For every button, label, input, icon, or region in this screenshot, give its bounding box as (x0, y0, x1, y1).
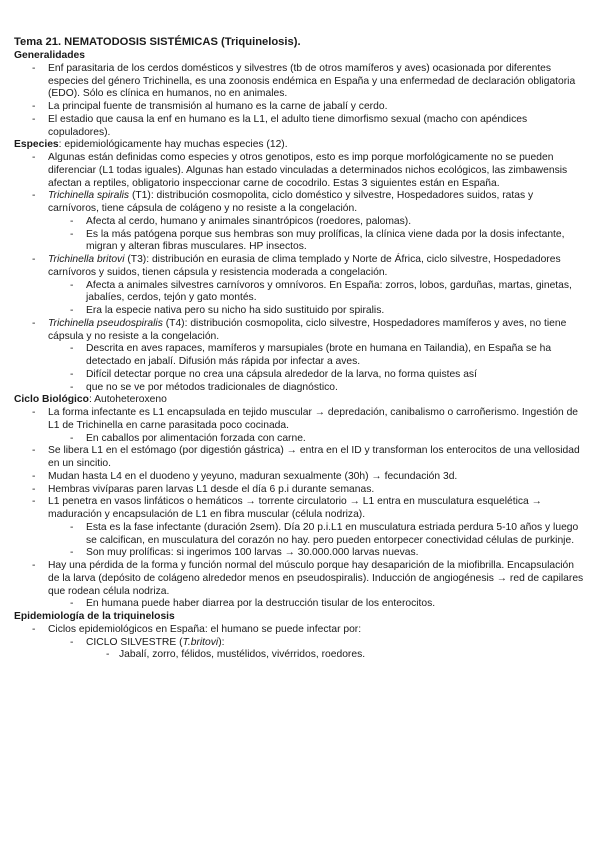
bullet-dash: - (32, 560, 36, 571)
section-especies-intro: Especies: epidemiológicamente hay muchas especies (12). (14, 139, 288, 151)
bullet-dash: - (106, 649, 110, 661)
document-title: Tema 21. NEMATODOSIS SISTÉMICAS (Triquinelosis). (14, 36, 301, 48)
bullet-dash: - (32, 496, 36, 508)
bullet-dash: - (70, 521, 74, 533)
species-name: Trichinella spiralis (48, 190, 130, 202)
bullet-dash: - (32, 254, 36, 265)
list-item: - Hembras vivíparas paren larvas L1 desde el día 6 p.i durante semanas. (32, 483, 375, 495)
bullet-dash: - (70, 343, 74, 355)
species-name: Trichinella britovi (48, 254, 125, 265)
list-item: - El estadio que causa la enf en humano es la L1, el adulto tiene dimorfismo sexual (macho con apéndices copuladores). (32, 113, 528, 138)
bullet-dash: - (70, 279, 74, 291)
bullet-dash: - (70, 228, 74, 240)
bullet-dash: - (70, 636, 74, 648)
bullet-dash: - (70, 547, 74, 559)
sub-list-item: - Afecta a animales silvestres carnívoros y omnívoros. En España: zorros, lobos, garduñas, martas, ginetas, jabalíes, cerdos, tejón y gato montés. (70, 279, 572, 304)
bullet-dash: - (32, 190, 36, 202)
list-item-spiralis: - Trichinella spiralis (T1): distribución cosmopolita, ciclo doméstico y silvestre, Hospedadores suidos, ratas y carnívoros, tiene cápsula de colágeno y no resiste a la congelación. (32, 190, 534, 214)
list-item: - Enf parasitaria de los cerdos domésticos y silvestres (tb de otros mamíferos y aves) ocasionada por diferentes especies del género Trichinella, es una zoonosis endémica en España y una enfermedad de declaración obligatoria (EDO). Sólo es clínica en humanos, no en animales. (32, 62, 576, 100)
bullet-dash: - (32, 62, 36, 74)
list-item: - Algunas están definidas como especies y otros genotipos, esto es imp porque morfológicamente no se pueden diferenciar (L1 todas iguales). Algunas han estado vinculadas a determinados nichos ecológicos, las zimbawensis afectan a reptiles, obligatorio inspeccionar carne de cocodrilo. Estas 3 siguientes están en España. (32, 152, 568, 189)
list-item-pseudospiralis: - Trichinella pseudospiralis (T4): distribución cosmopolita, ciclo silvestre, Hospedadores mamíferos y aves, no tiene cápsula y no resiste a la congelación. (32, 317, 567, 342)
bullet-dash: - (70, 305, 74, 316)
list-item: - L1 penetra en vasos linfáticos o hemáticos → torrente circulatorio → L1 entra en musculatura esquelética → maduración y encapsulación de L1 en fibra muscular (célula nodriza). (32, 496, 542, 520)
sub-list-item: - Descrita en aves rapaces, mamíferos y marsupiales (brote en humana en Tailandia), en España se ha detectado en jabalí. Difusión más rápida por infectar a aves. (70, 343, 552, 367)
bullet-dash: - (70, 381, 74, 393)
list-item-britovi: - Trichinella britovi (T3): distribución en eurasia de clima templado y Norte de África, ciclo silvestre, Hospedadores carnívoros y suidos, tienen cápsula y resistencia moderada a congelación. (32, 254, 561, 278)
list-item: - Se libera L1 en el estómago (por digestión gástrica) → entra en el ID y transforman los enterocitos de una vellosidad en un sincitio. (32, 445, 580, 469)
sub-list-item: - En caballos por alimentación forzada con carne. (70, 432, 306, 444)
bullet-dash: - (32, 445, 36, 457)
bullet-dash: - (70, 368, 74, 380)
list-item: - Ciclos epidemiológicos en España: el humano se puede infectar por: (32, 623, 362, 635)
sub-list-item: - CICLO SILVESTRE (T.britovi): (70, 636, 225, 648)
bullet-dash: - (32, 317, 36, 329)
bullet-dash: - (32, 470, 36, 482)
sub-list-item: - Son muy prolíficas: si ingerimos 100 larvas → 30.000.000 larvas nuevas. (70, 547, 419, 559)
list-item: - La principal fuente de transmisión al humano es la carne de jabalí y cerdo. (32, 101, 388, 112)
list-item: - Mudan hasta L4 en el duodeno y yeyuno, maduran sexualmente (30h) → fecundación 3d. (32, 470, 458, 482)
sub-list-item: - Difícil detectar porque no crea una cápsula alrededor de la larva, no forma quistes así (70, 368, 477, 380)
list-item: - Hay una pérdida de la forma y función normal del músculo porque hay desaparición de la miofibrilla. Encapsulación de la larva (depósito de colágeno alrededor menos en pseudospiralis). Inducción de angiogénesis → red de capilares que rodean célula nodriza. (32, 560, 584, 597)
bullet-dash: - (70, 432, 74, 444)
section-heading-ciclo: Ciclo Biológico (14, 394, 89, 406)
bullet-dash: - (32, 483, 36, 495)
section-heading-generalidades: Generalidades (14, 50, 85, 61)
species-name: Trichinella pseudospiralis (48, 317, 163, 329)
bullet-dash: - (70, 598, 74, 610)
section-heading-especies: Especies (14, 139, 59, 151)
sub-list-item: - Esta es la fase infectante (duración 2sem). Día 20 p.i.L1 en musculatura estriada perdura 5-10 años y luego se calcifican, en musculatura del corazón no hay. pero pueden entorpecer conectividad células de purkinje. (70, 521, 579, 546)
section-ciclo-intro: Ciclo Biológico: Autoheteroxeno (14, 394, 167, 406)
list-item: - La forma infectante es L1 encapsulada en tejido muscular → depredación, canibalismo o carroñerismo. Ingestión de L1 de Trichinella en carne parasitada poco cocinada. (32, 407, 579, 431)
bullet-dash: - (32, 152, 36, 163)
bullet-dash: - (32, 101, 36, 112)
sub-sub-list-item: - Jabalí, zorro, félidos, mustélidos, vivérridos, roedores. (106, 649, 366, 661)
sub-list-item: - Afecta al cerdo, humano y animales sinantrópicos (roedores, palomas). (70, 215, 412, 227)
species-name: T.britovi (182, 636, 219, 648)
sub-list-item: - que no se ve por métodos tradicionales de diagnóstico. (70, 381, 338, 393)
bullet-dash: - (32, 407, 36, 418)
sub-list-item: - En humana puede haber diarrea por la destrucción tisular de los enterocitos. (70, 598, 436, 610)
section-heading-epidemiologia: Epidemiología de la triquinelosis (14, 611, 175, 622)
bullet-dash: - (32, 113, 36, 125)
bullet-dash: - (32, 623, 36, 635)
sub-list-item: - Es la más patógena porque sus hembras son muy prolíficas, la clínica viene dada por la dosis infectante, migran y alteran fibras musculares. HP insectos. (70, 228, 565, 253)
bullet-dash: - (70, 215, 74, 227)
sub-list-item: - Era la especie nativa pero su nicho ha sido sustituido por spiralis. (70, 305, 385, 316)
